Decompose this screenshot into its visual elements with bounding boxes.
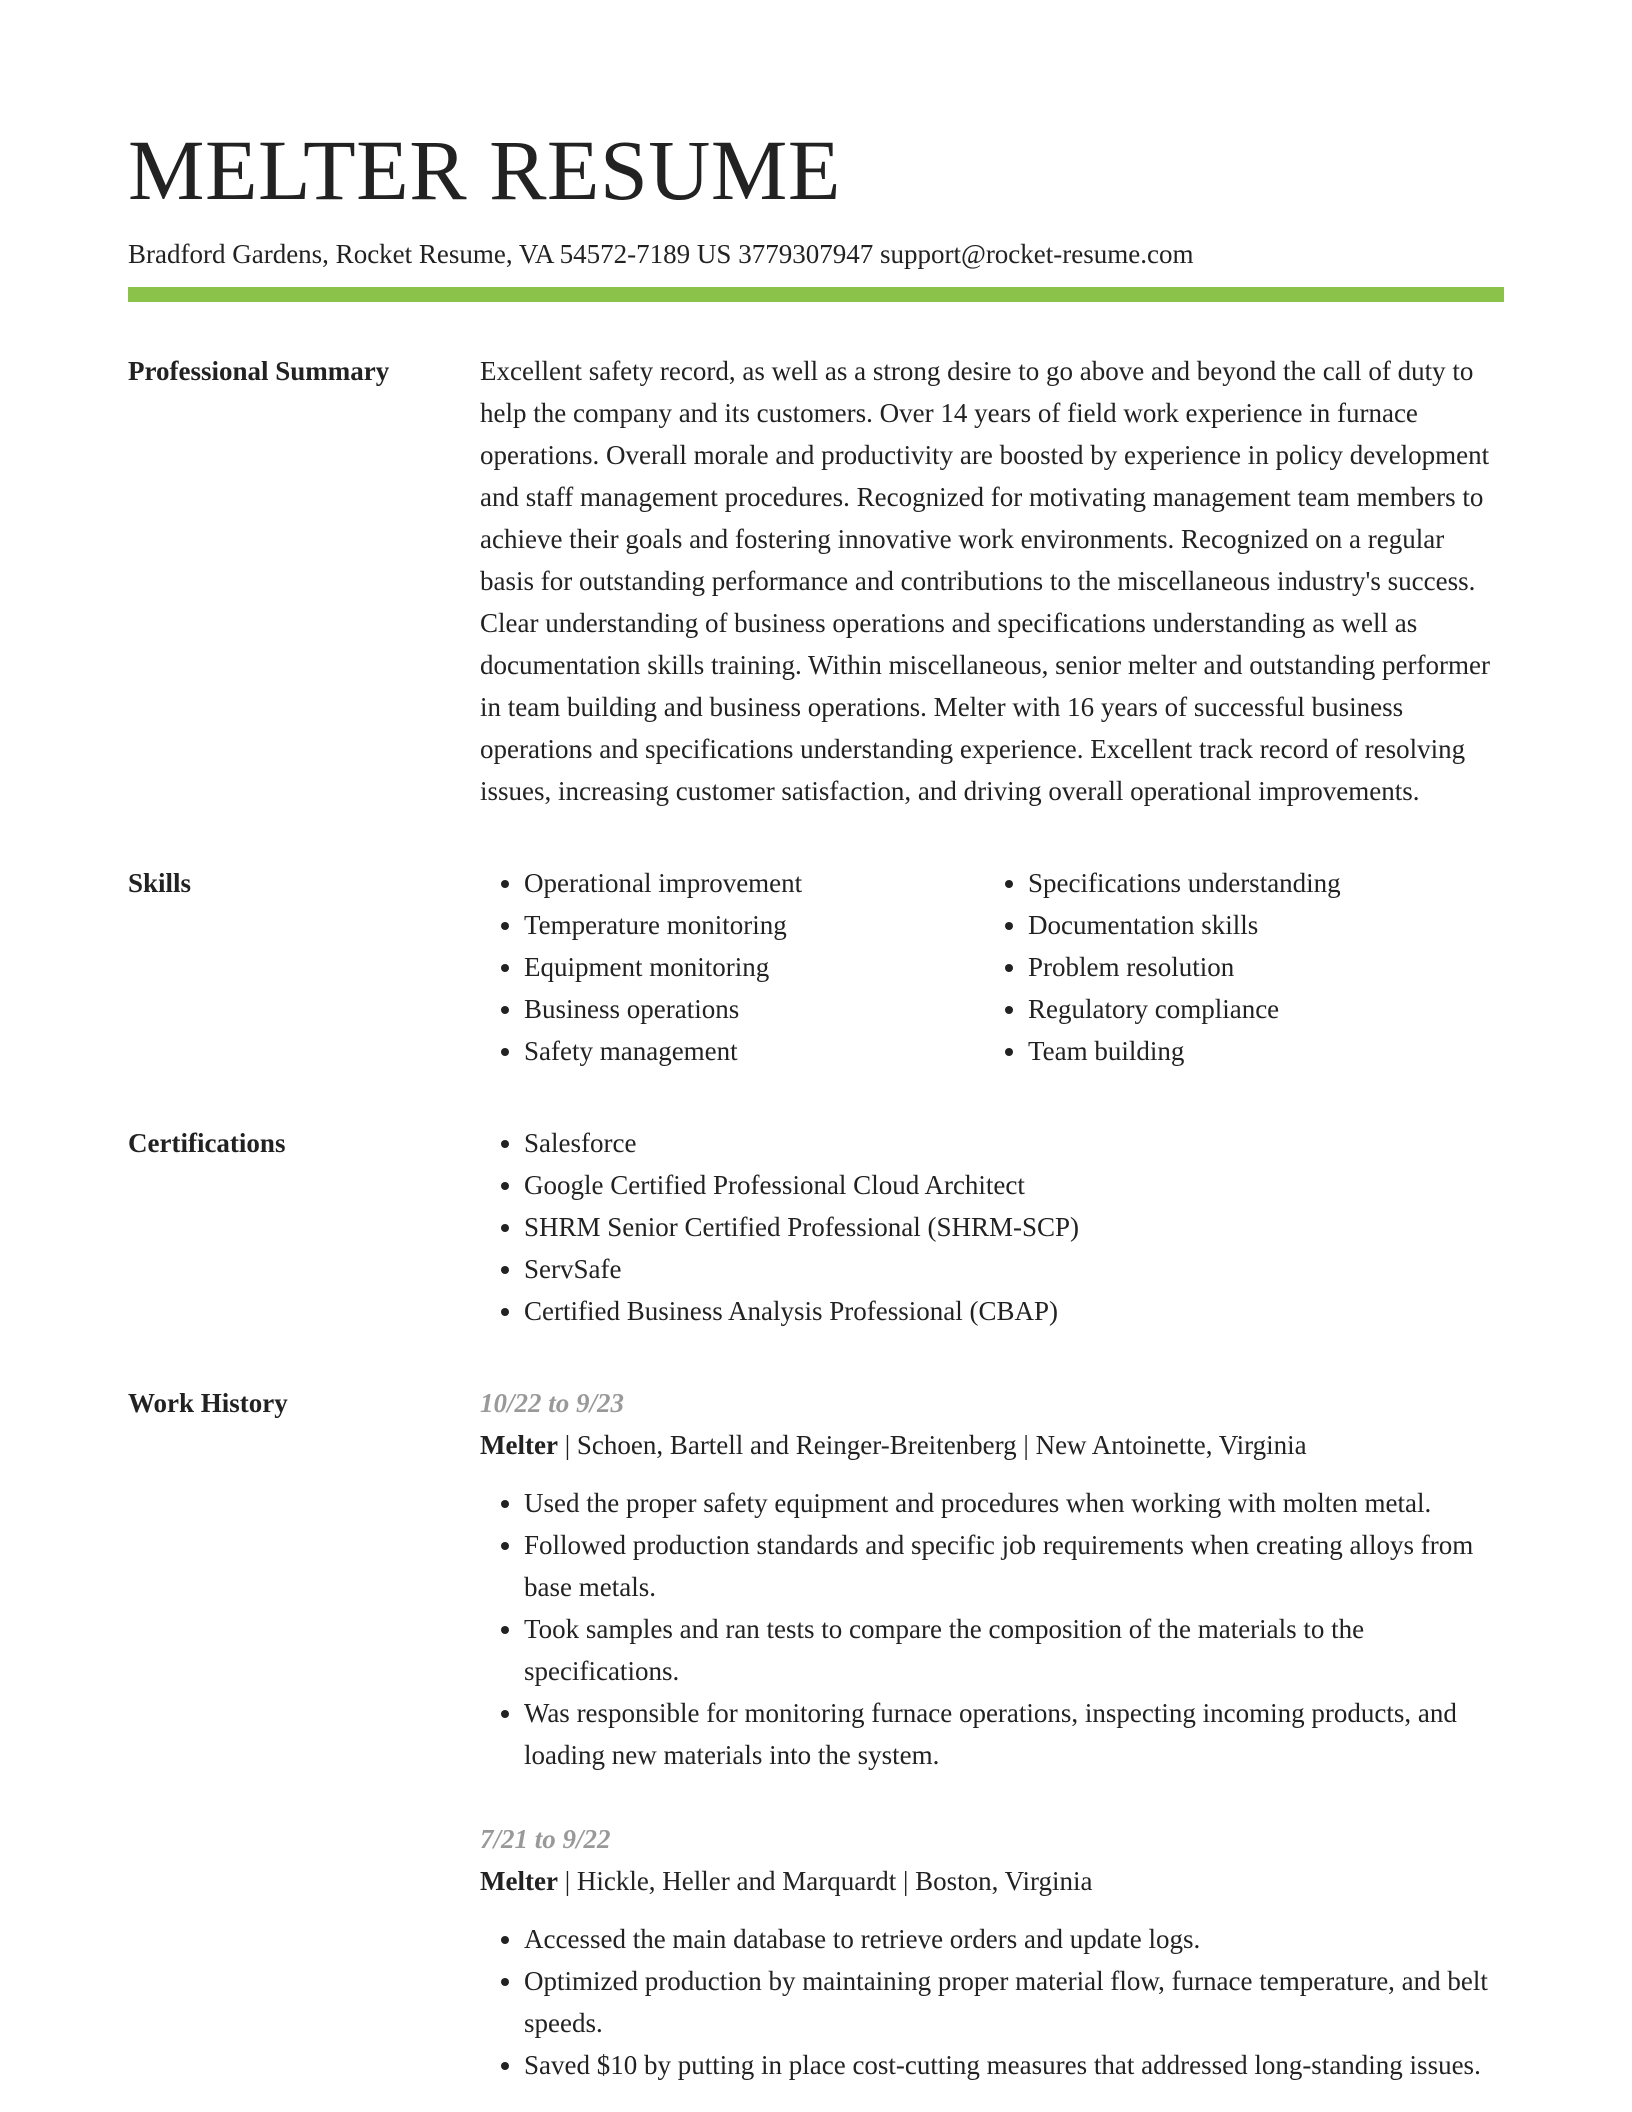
section-heading: Professional Summary <box>128 356 390 386</box>
work-history-content <box>480 1382 1504 2086</box>
certifications-content <box>480 1122 1504 1332</box>
contact-email: support@rocket-resume.com <box>879 239 1194 269</box>
section-heading: Work History <box>128 1388 288 1418</box>
contact-phone: 3779307947 <box>738 239 874 269</box>
list-item: • Operational improvement <box>524 862 984 904</box>
job-duties-list <box>480 1482 1504 1776</box>
job-dates: 7/21 to 9/22 <box>480 1824 611 1854</box>
skills-list-left <box>480 862 984 1072</box>
summary-section <box>128 350 1504 812</box>
list-item: • Followed production standards and specific job requirements when creating alloys from base metals. <box>524 1524 1504 1608</box>
summary-text: Excellent safety record, as well as a strong desire to go above and beyond the call of duty to help the company and its customers. Over 14 years of field work experience in furnace operations. Overall morale and productivity are boosted by experience in policy development and staff management procedures. Recognized for motivating management team members to achieve their goals and fostering innovative work environments. Recognized on a regular basis for outstanding performance and contributions to the miscellaneous industry's success. Clear understanding of business operations and specifications understanding as well as documentation skills training. Within miscellaneous, senior melter and outstanding performer in team building and business operations. Melter with 16 years of successful business operations and specifications understanding experience. Excellent track record of resolving issues, increasing customer satisfaction, and driving overall operational improvements. <box>480 356 1490 806</box>
job-entry <box>480 1818 1504 2086</box>
list-item: • Business operations <box>524 988 984 1030</box>
list-item: • Regulatory compliance <box>1028 988 1488 1030</box>
job-entry <box>480 1382 1504 1776</box>
job-dates: 10/22 to 9/23 <box>480 1388 625 1418</box>
list-item: • Safety management <box>524 1030 984 1072</box>
list-item: • Specifications understanding <box>1028 862 1488 904</box>
certifications-section <box>128 1122 1504 1332</box>
contact-line <box>128 234 1504 274</box>
job-role: Melter <box>480 1866 558 1896</box>
skills-section <box>128 862 1504 1072</box>
list-item: • SHRM Senior Certified Professional (SHRM-SCP) <box>524 1206 1504 1248</box>
list-item: • Documentation skills <box>1028 904 1488 946</box>
section-heading: Certifications <box>128 1128 286 1158</box>
certifications-list <box>480 1122 1504 1332</box>
list-item: • Accessed the main database to retrieve orders and update logs. <box>524 1918 1504 1960</box>
job-employer: | Hickle, Heller and Marquardt | Boston, Virginia <box>564 1866 1093 1896</box>
list-item: • Saved $10 by putting in place cost-cutting measures that addressed long-standing issues. <box>524 2044 1504 2086</box>
section-heading: Skills <box>128 868 192 898</box>
job-duties-list <box>480 1918 1504 2086</box>
skills-columns <box>480 862 1504 1072</box>
list-item: • Google Certified Professional Cloud Architect <box>524 1164 1504 1206</box>
list-item: • Temperature monitoring <box>524 904 984 946</box>
job-title-line <box>480 1424 1504 1466</box>
list-item: • Certified Business Analysis Professional (CBAP) <box>524 1290 1504 1332</box>
resume-page <box>128 120 1504 2086</box>
job-employer: | Schoen, Bartell and Reinger-Breitenberg | New Antoinette, Virginia <box>564 1430 1307 1460</box>
job-title-line <box>480 1860 1504 1902</box>
header-divider <box>128 287 1504 302</box>
list-item: • Was responsible for monitoring furnace operations, inspecting incoming products, and loading new materials into the system. <box>524 1692 1504 1776</box>
list-item: • Equipment monitoring <box>524 946 984 988</box>
job-role: Melter <box>480 1430 558 1460</box>
work-history-section <box>128 1382 1504 2086</box>
list-item: • Team building <box>1028 1030 1488 1072</box>
list-item: • Salesforce <box>524 1122 1504 1164</box>
list-item: • Problem resolution <box>1028 946 1488 988</box>
list-item: • Used the proper safety equipment and procedures when working with molten metal. <box>524 1482 1504 1524</box>
resume-title: MELTER RESUME <box>128 122 841 218</box>
list-item: • Took samples and ran tests to compare the composition of the materials to the specifications. <box>524 1608 1504 1692</box>
contact-address: Bradford Gardens, Rocket Resume, VA 54572-7189 US <box>128 239 732 269</box>
list-item: • ServSafe <box>524 1248 1504 1290</box>
list-item: • Optimized production by maintaining proper material flow, furnace temperature, and belt speeds. <box>524 1960 1504 2044</box>
skills-list-right <box>984 862 1488 1072</box>
